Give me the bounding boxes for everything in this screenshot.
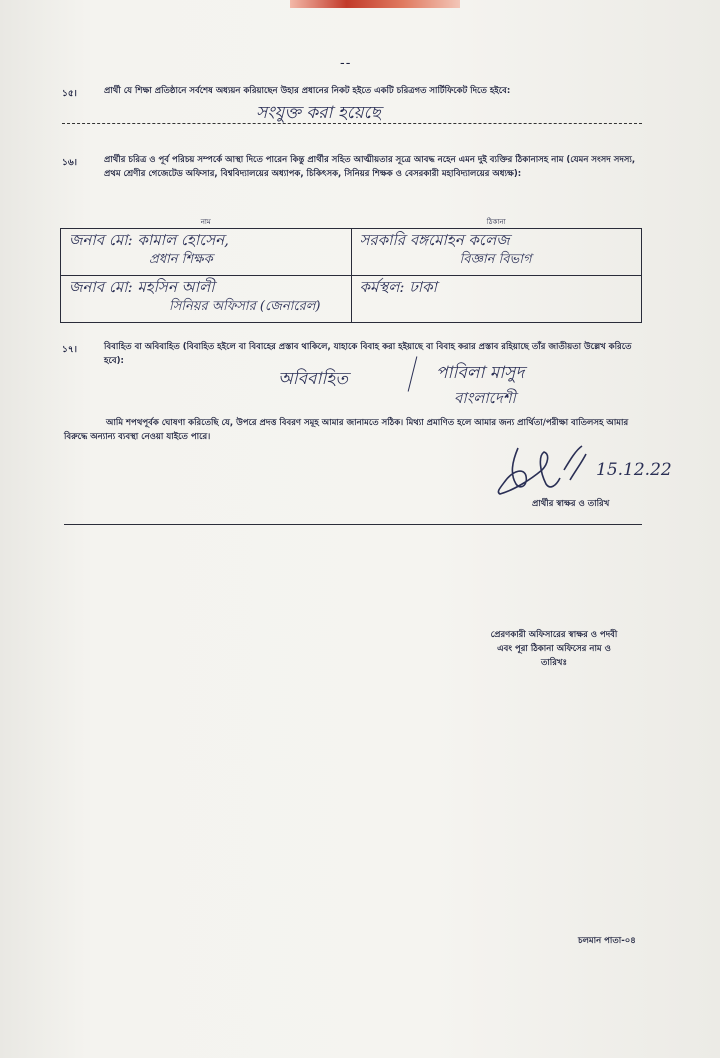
signature-date: 15.12.22 [596,460,672,480]
col-address-header: ঠিকানা [486,218,506,226]
section-divider [64,524,642,525]
signature-label: প্রার্থীর স্বাক্ষর ও তারিখ [532,499,610,509]
reference-1-address-line-2: বিজ্ঞান বিভাগ [459,252,532,267]
spouse-name-answer: পাবিলা মাসুদ [436,363,525,383]
red-decoration [290,0,460,8]
forwarding-line-1: প্রেরণকারী অফিসারের স্বাক্ষর ও পদবী [490,630,618,640]
reference-2-address [351,276,642,323]
reference-2-name-line-2: সিনিয়র অফিসার (জেনারেল) [169,299,321,314]
reference-2-name-line-1: জনাব মো: মহসিন আলী [69,278,215,296]
reference-1-address-line-1: সরকারি বঙ্গমোহন কলেজ [359,231,510,249]
table-row [61,229,642,276]
reference-1-name-line-1: জনাব মো: কামাল হোসেন, [69,231,229,249]
item-17-number: ১৭। [62,345,77,355]
forwarding-officer-block [464,628,644,670]
item-17-text: বিবাহিত বা অবিবাহিত (বিবাহিত হইলে বা বিবাহের প্রস্তাব থাকিলে, যাহাকে বিবাহ করা হইয়াছে বা বিবাহ করার প্রস্তাব রহিয়াছে তাঁর জাতীয়তা উল্লেখ করিতে হবে): [104,342,632,366]
item-15-number: ১৫। [62,89,77,99]
forwarding-line-3: তারিখঃ [540,658,568,668]
item-16-number: ১৬। [62,158,77,168]
reference-2-name [61,276,352,323]
forwarding-line-2: এবং পূরা ঠিকানা অফিসের নাম ও [497,644,611,654]
declaration-text: আমি শপথপূর্বক ঘোষণা করিতেছি যে, উপরে প্রদত্ত বিবরণ সমূহ আমার জানামতে সঠিক। মিথ্যা প্রমাণিত হলে আমার জন্য প্রার্থিতা/পরীক্ষা বাতিলসহ আমার বিরুদ্ধে অন্যান্য ব্যবস্থা নেওয়া যাইতে পারে। [64,418,629,442]
reference-table [60,216,642,323]
spouse-nationality-answer: বাংলাদেশী [454,389,516,407]
table-row [61,276,642,323]
reference-1-name-line-2: প্রধান শিক্ষক [149,252,213,267]
marital-status-answer: অবিবাহিত [278,369,348,389]
continuation-footer: চলমান পাতা-০৪ [578,936,636,946]
reference-1-name [61,229,352,276]
reference-1-address [351,229,642,276]
item-15-text: প্রার্থী যে শিক্ষা প্রতিষ্ঠানে সর্বশেষ অধ্যয়ন করিয়াছেন উহার প্রধানের নিকট হইতে একটি চরিত্রগত সার্টিফিকেট দিতে হইবে: [104,86,511,96]
item-15-answer: সংযুক্ত করা হয়েছে [256,103,381,123]
page-mark: -- [340,56,352,71]
col-name-header: নাম [200,218,211,226]
reference-2-address-line-1: কর্মস্থল: ঢাকা [359,278,437,296]
item-16-text: প্রার্থীর চরিত্র ও পূর্ব পরিচয় সম্পর্কে আস্থা দিতে পারেন কিন্তু প্রার্থীর সহিত আত্মীয়তার সূত্রে আবদ্ধ নহেন এমন দুই ব্যক্তির ঠিকানাসহ নাম (যেমন সংসদ সদস্য, প্রথম শ্রেণীর গেজেটেড অফিসার, বিশ্ববিদ্যালয়ের অধ্যাপক, চিকিৎসক, সিনিয়র শিক্ষক ও বেসরকারী মহাবিদ্যালয়ের অধ্যক্ষ): [104,155,636,179]
item-15-answer-line [62,123,642,124]
